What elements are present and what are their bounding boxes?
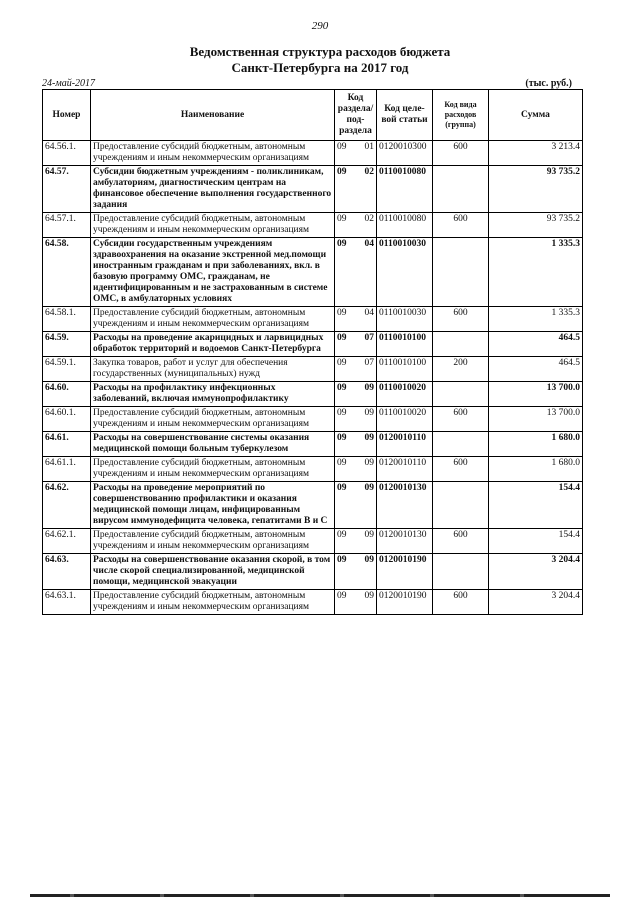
- table-row: [43, 238, 583, 307]
- subsection-code-part: 09: [364, 555, 374, 565]
- row-name: Расходы на проведение акарицидных и ларвицидных обработок территорий и водоемов Санкт-Петербурга: [91, 332, 335, 357]
- row-section: [335, 382, 377, 407]
- table-row: [43, 432, 583, 457]
- subsection-code-part: 02: [364, 167, 374, 177]
- title-line-2: Санкт-Петербурга на 2017 год: [231, 60, 409, 75]
- row-sum: 3 204.4: [489, 590, 583, 615]
- row-section: [335, 307, 377, 332]
- header-sum: Сумма: [489, 90, 583, 141]
- row-number: 64.62.: [43, 482, 91, 529]
- row-section: [335, 482, 377, 529]
- section-code: [335, 141, 376, 154]
- row-number: 64.63.1.: [43, 590, 91, 615]
- subsection-code-part: 09: [364, 433, 374, 443]
- section-code-part: 09: [337, 239, 347, 249]
- row-section: [335, 141, 377, 166]
- row-target-code: 0110010030: [377, 238, 433, 307]
- subsection-code-part: 04: [364, 239, 374, 249]
- table-row: [43, 554, 583, 590]
- row-number: 64.63.: [43, 554, 91, 590]
- row-name: Расходы на профилактику инфекционных заболеваний, включая иммунопрофилактику: [91, 382, 335, 407]
- table-row: [43, 590, 583, 615]
- title-line-1: Ведомственная структура расходов бюджета: [189, 44, 451, 59]
- row-target-code: 0110010080: [377, 213, 433, 238]
- row-name: Субсидии государственным учреждениям здравоохранения на оказание экстренной мед.помощи иностранным гражданам и при заболеваниях, вкл. в базовую программу ОМС, гражданам, не идентифицированным и не застрахованным в системе ОМС, в амбулаторных условиях: [91, 238, 335, 307]
- row-sum: 1 335.3: [489, 238, 583, 307]
- row-name: Закупка товаров, работ и услуг для обеспечения государственных (муниципальных) нужд: [91, 357, 335, 382]
- row-expense-type: 200: [433, 357, 489, 382]
- row-expense-type: 600: [433, 407, 489, 432]
- row-expense-type: 600: [433, 590, 489, 615]
- row-expense-type: [433, 166, 489, 213]
- row-number: 64.56.1.: [43, 141, 91, 166]
- row-number: 64.61.: [43, 432, 91, 457]
- subsection-code-part: 04: [364, 308, 374, 318]
- section-code-part: 09: [337, 358, 347, 368]
- table-row: [43, 457, 583, 482]
- row-target-code: 0110010080: [377, 166, 433, 213]
- row-expense-type: [433, 482, 489, 529]
- row-name: Предоставление субсидий бюджетным, автономным учреждениям и иным некоммерческим организациям: [91, 141, 335, 166]
- row-section: [335, 166, 377, 213]
- row-section: [335, 554, 377, 590]
- section-code-part: 09: [337, 214, 347, 224]
- row-expense-type: 600: [433, 141, 489, 166]
- row-target-code: 0110010100: [377, 332, 433, 357]
- row-sum: 1 680.0: [489, 432, 583, 457]
- subsection-code-part: 09: [364, 408, 374, 418]
- row-sum: 93 735.2: [489, 213, 583, 238]
- table-row: [43, 141, 583, 166]
- section-code-part: 09: [337, 408, 347, 418]
- row-name: Субсидии бюджетным учреждениям - поликлиникам, амбулаториям, диагностическим центрам на финансовое обеспечение выполнения государственного задания: [91, 166, 335, 213]
- row-expense-type: [433, 332, 489, 357]
- section-code-part: 09: [337, 483, 347, 493]
- row-sum: 1 335.3: [489, 307, 583, 332]
- document-title: [0, 44, 640, 76]
- row-section: [335, 457, 377, 482]
- section-code-part: 09: [337, 555, 347, 565]
- row-name: Предоставление субсидий бюджетным, автономным учреждениям и иным некоммерческим организациям: [91, 457, 335, 482]
- subsection-code-part: 09: [364, 458, 374, 468]
- row-expense-type: [433, 382, 489, 407]
- row-sum: 464.5: [489, 357, 583, 382]
- budget-table: [42, 89, 583, 615]
- row-target-code: 0120010110: [377, 432, 433, 457]
- table-row: [43, 482, 583, 529]
- row-sum: 3 204.4: [489, 554, 583, 590]
- row-target-code: 0120010130: [377, 529, 433, 554]
- subsection-code-part: 09: [364, 591, 374, 601]
- section-code-part: 09: [337, 433, 347, 443]
- row-sum: 154.4: [489, 482, 583, 529]
- section-code: [335, 407, 376, 420]
- row-name: Предоставление субсидий бюджетным, автономным учреждениям и иным некоммерческим организациям: [91, 213, 335, 238]
- section-code-part: 09: [337, 142, 347, 152]
- subsection-code-part: 07: [364, 358, 374, 368]
- row-target-code: 0120010190: [377, 590, 433, 615]
- row-sum: 464.5: [489, 332, 583, 357]
- row-number: 64.57.1.: [43, 213, 91, 238]
- header-number: Номер: [43, 90, 91, 141]
- row-expense-type: 600: [433, 213, 489, 238]
- row-expense-type: 600: [433, 307, 489, 332]
- table-body: [43, 141, 583, 615]
- subsection-code-part: 07: [364, 333, 374, 343]
- table-row: [43, 529, 583, 554]
- table-row: [43, 357, 583, 382]
- section-code: [335, 357, 376, 370]
- section-code: [335, 382, 376, 395]
- subsection-code-part: 02: [364, 214, 374, 224]
- row-target-code: 0110010100: [377, 357, 433, 382]
- row-section: [335, 238, 377, 307]
- page-number: 290: [311, 20, 329, 32]
- section-code: [335, 213, 376, 226]
- row-target-code: 0110010030: [377, 307, 433, 332]
- row-expense-type: 600: [433, 529, 489, 554]
- row-target-code: 0120010190: [377, 554, 433, 590]
- row-expense-type: 600: [433, 457, 489, 482]
- section-code-part: 09: [337, 458, 347, 468]
- section-code-part: 09: [337, 333, 347, 343]
- section-code: [335, 238, 376, 251]
- row-number: 64.58.: [43, 238, 91, 307]
- row-name: Расходы на совершенствование системы оказания медицинской помощи больным туберкулезом: [91, 432, 335, 457]
- section-code: [335, 529, 376, 542]
- row-target-code: 0120010130: [377, 482, 433, 529]
- section-code: [335, 554, 376, 567]
- section-code: [335, 307, 376, 320]
- row-target-code: 0120010110: [377, 457, 433, 482]
- row-sum: 93 735.2: [489, 166, 583, 213]
- units-label: (тыс. руб.): [525, 78, 572, 89]
- row-sum: 13 700.0: [489, 382, 583, 407]
- section-code: [335, 332, 376, 345]
- row-name: Расходы на совершенствование оказания скорой, в том числе скорой специализированной, медицинской помощи, медицинской эвакуации: [91, 554, 335, 590]
- section-code-part: 09: [337, 591, 347, 601]
- row-name: Предоставление субсидий бюджетным, автономным учреждениям и иным некоммерческим организациям: [91, 407, 335, 432]
- header-expense-type: Код вида расходов (группа): [433, 90, 489, 141]
- table-row: [43, 166, 583, 213]
- row-sum: 3 213.4: [489, 141, 583, 166]
- row-expense-type: [433, 238, 489, 307]
- subsection-code-part: 01: [364, 142, 374, 152]
- row-number: 64.59.: [43, 332, 91, 357]
- row-section: [335, 432, 377, 457]
- row-number: 64.61.1.: [43, 457, 91, 482]
- row-section: [335, 357, 377, 382]
- section-code-part: 09: [337, 383, 347, 393]
- row-name: Предоставление субсидий бюджетным, автономным учреждениям и иным некоммерческим организациям: [91, 590, 335, 615]
- row-sum: 13 700.0: [489, 407, 583, 432]
- row-section: [335, 407, 377, 432]
- row-number: 64.58.1.: [43, 307, 91, 332]
- subsection-code-part: 09: [364, 530, 374, 540]
- row-sum: 154.4: [489, 529, 583, 554]
- subsection-code-part: 09: [364, 483, 374, 493]
- row-section: [335, 332, 377, 357]
- document-date: 24-май-2017: [42, 78, 96, 89]
- row-target-code: 0110010020: [377, 407, 433, 432]
- row-number: 64.60.: [43, 382, 91, 407]
- section-code-part: 09: [337, 530, 347, 540]
- row-name: Предоставление субсидий бюджетным, автономным учреждениям и иным некоммерческим организациям: [91, 529, 335, 554]
- row-section: [335, 529, 377, 554]
- header-section: Код раздела/ под- раздела: [335, 90, 377, 141]
- row-section: [335, 213, 377, 238]
- table-row: [43, 307, 583, 332]
- table-header-row: [43, 90, 583, 141]
- header-target: Код целе- вой статьи: [377, 90, 433, 141]
- section-code: [335, 457, 376, 470]
- table-row: [43, 332, 583, 357]
- row-target-code: 0120010300: [377, 141, 433, 166]
- row-expense-type: [433, 554, 489, 590]
- row-name: Предоставление субсидий бюджетным, автономным учреждениям и иным некоммерческим организациям: [91, 307, 335, 332]
- row-name: Расходы на проведение мероприятий по совершенствованию профилактики и оказания медицинской помощи лицам, инфицированным вирусом иммунодефицита человека, гепатитами В и С: [91, 482, 335, 529]
- section-code-part: 09: [337, 167, 347, 177]
- section-code: [335, 166, 376, 179]
- header-name: Наименование: [91, 90, 335, 141]
- subsection-code-part: 09: [364, 383, 374, 393]
- section-code-part: 09: [337, 308, 347, 318]
- row-sum: 1 680.0: [489, 457, 583, 482]
- row-number: 64.59.1.: [43, 357, 91, 382]
- row-number: 64.57.: [43, 166, 91, 213]
- table-row: [43, 382, 583, 407]
- section-code: [335, 432, 376, 445]
- row-section: [335, 590, 377, 615]
- table-row: [43, 407, 583, 432]
- row-target-code: 0110010020: [377, 382, 433, 407]
- table-row: [43, 213, 583, 238]
- row-number: 64.62.1.: [43, 529, 91, 554]
- section-code: [335, 590, 376, 603]
- section-code: [335, 482, 376, 495]
- row-expense-type: [433, 432, 489, 457]
- page-bottom-edge: [30, 894, 610, 897]
- row-number: 64.60.1.: [43, 407, 91, 432]
